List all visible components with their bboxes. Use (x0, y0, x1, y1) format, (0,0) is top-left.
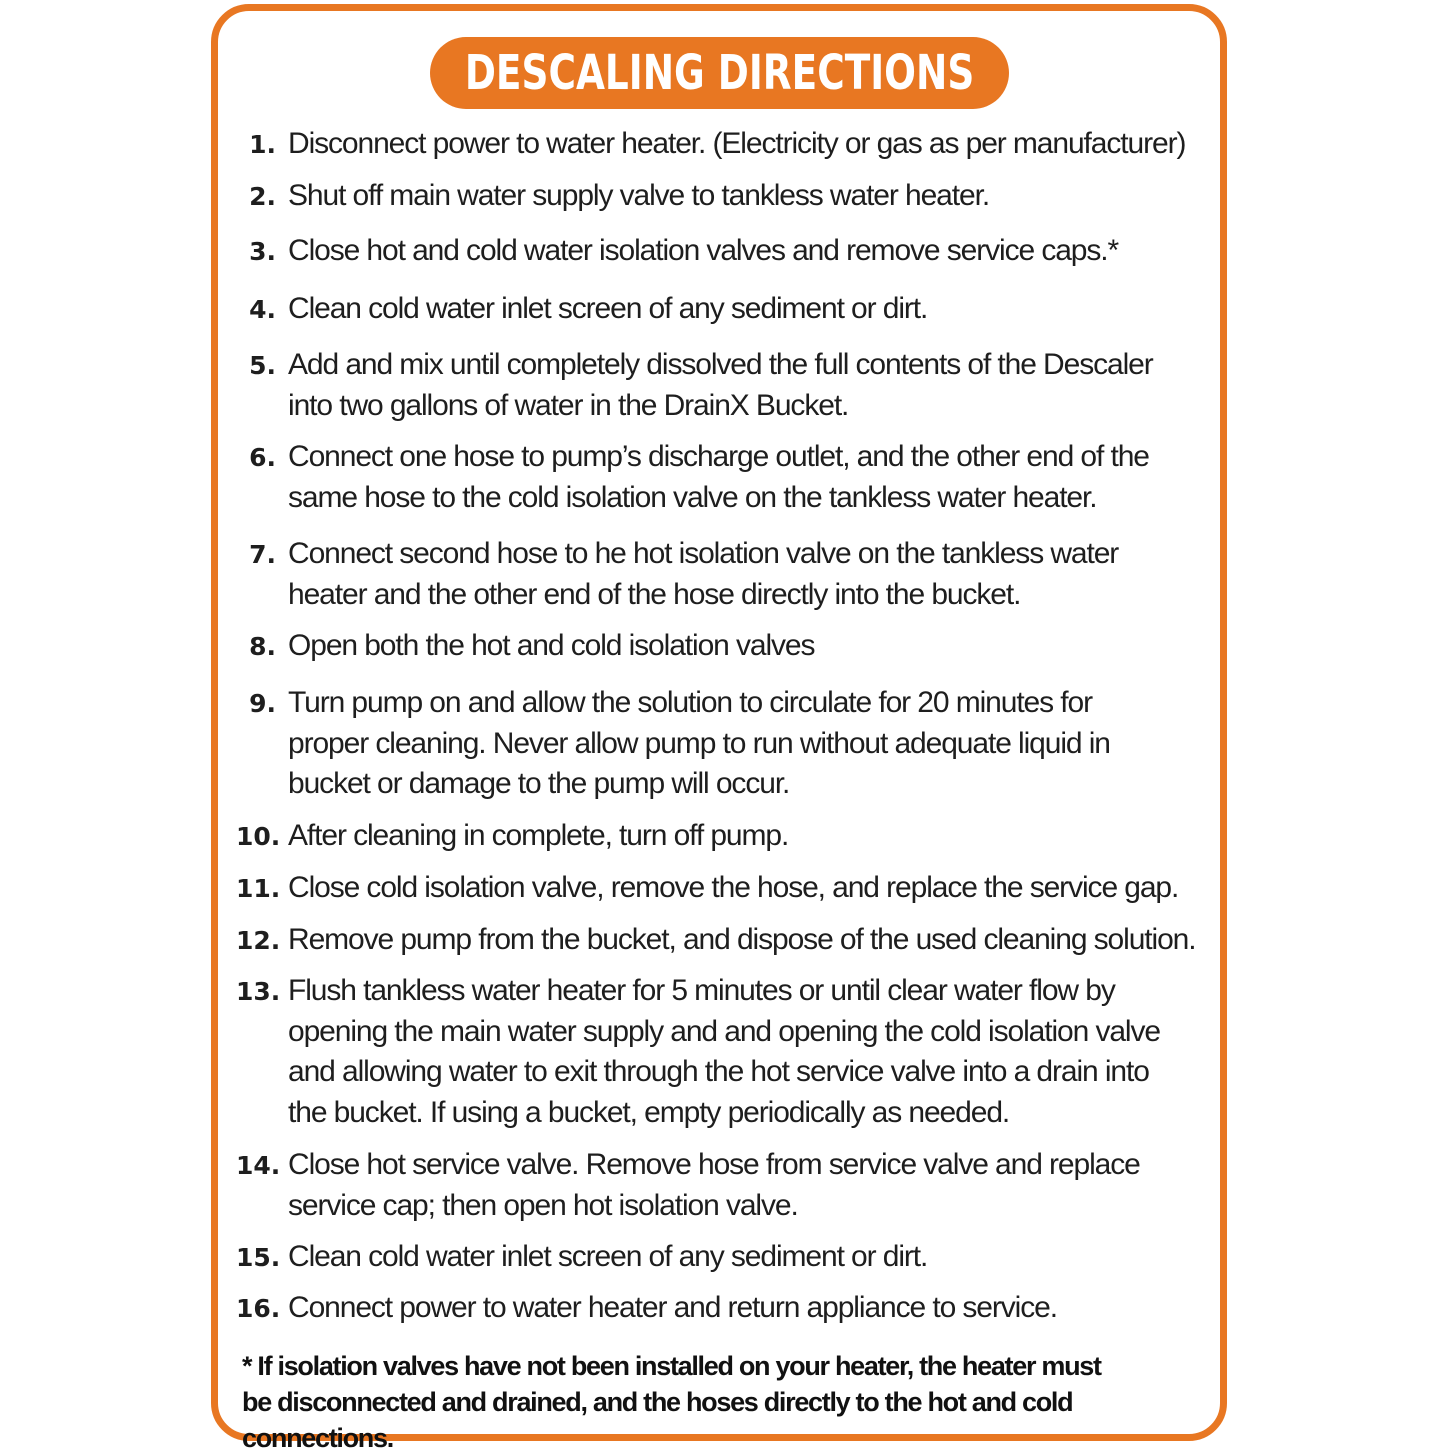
step-number: 2. (249, 182, 276, 211)
step-text: After cleaning in complete, turn off pump. (288, 819, 789, 852)
step-number: 13. (236, 977, 281, 1006)
step-text: Connect power to water heater and return appliance to service. (288, 1291, 1057, 1324)
step-number: 3. (249, 237, 276, 266)
step-text: Connect one hose to pump’s discharge outlet, and the other end of the same hose to the cold isolation valve on the tankless water heater. (288, 440, 1149, 514)
step-number: 4. (249, 295, 276, 324)
step-text: Add and mix until completely dissolved the full contents of the Descaler into two gallons of water in the DrainX Bucket. (288, 348, 1153, 422)
step-text: Close hot and cold water isolation valves and remove service caps.* (288, 234, 1119, 267)
step-number: 9. (249, 689, 276, 718)
step-text: Clean cold water inlet screen of any sediment or dirt. (288, 1240, 928, 1273)
step-number: 6. (249, 443, 276, 472)
step-number: 5. (249, 351, 276, 380)
page-title: DESCALING DIRECTIONS (464, 45, 975, 101)
step-text: Clean cold water inlet screen of any sediment or dirt. (288, 292, 928, 325)
step-text: Open both the hot and cold isolation valves (288, 629, 815, 662)
step-number: 15. (236, 1243, 281, 1272)
step-number: 10. (236, 822, 281, 851)
step-text: Close cold isolation valve, remove the hose, and replace the service gap. (288, 871, 1179, 904)
step-number: 11. (236, 874, 281, 903)
step-text: Shut off main water supply valve to tankless water heater. (288, 179, 990, 212)
title-banner (430, 37, 1009, 109)
step-number: 1. (249, 130, 276, 159)
step-number: 8. (249, 632, 276, 661)
footnote: * If isolation valves have not been installed on your heater, the heater must be disconnected and drained, and the hoses directly to the hot and cold connections. (242, 1351, 1101, 1453)
step-text: Disconnect power to water heater. (Electricity or gas as per manufacturer) (288, 127, 1186, 160)
step-number: 12. (236, 926, 281, 955)
step-text: Remove pump from the bucket, and dispose of the used cleaning solution. (288, 923, 1196, 956)
step-text: Connect second hose to he hot isolation valve on the tankless water heater and the other end of the hose directly into the bucket. (288, 537, 1119, 611)
step-text: Close hot service valve. Remove hose from service valve and replace service cap; then open hot isolation valve. (288, 1148, 1140, 1222)
step-text: Turn pump on and allow the solution to circulate for 20 minutes for proper cleaning. Never allow pump to run without adequate liquid in bucket or damage to the pump will occur. (288, 686, 1110, 800)
step-text: Flush tankless water heater for 5 minutes or until clear water flow by opening the main water supply and and opening the cold isolation valve and allowing water to exit through the hot service valve into a drain into the bucket. If using a bucket, empty periodically as needed. (288, 974, 1160, 1129)
step-number: 7. (249, 540, 276, 569)
step-number: 14. (236, 1151, 281, 1180)
step-number: 16. (236, 1294, 281, 1323)
